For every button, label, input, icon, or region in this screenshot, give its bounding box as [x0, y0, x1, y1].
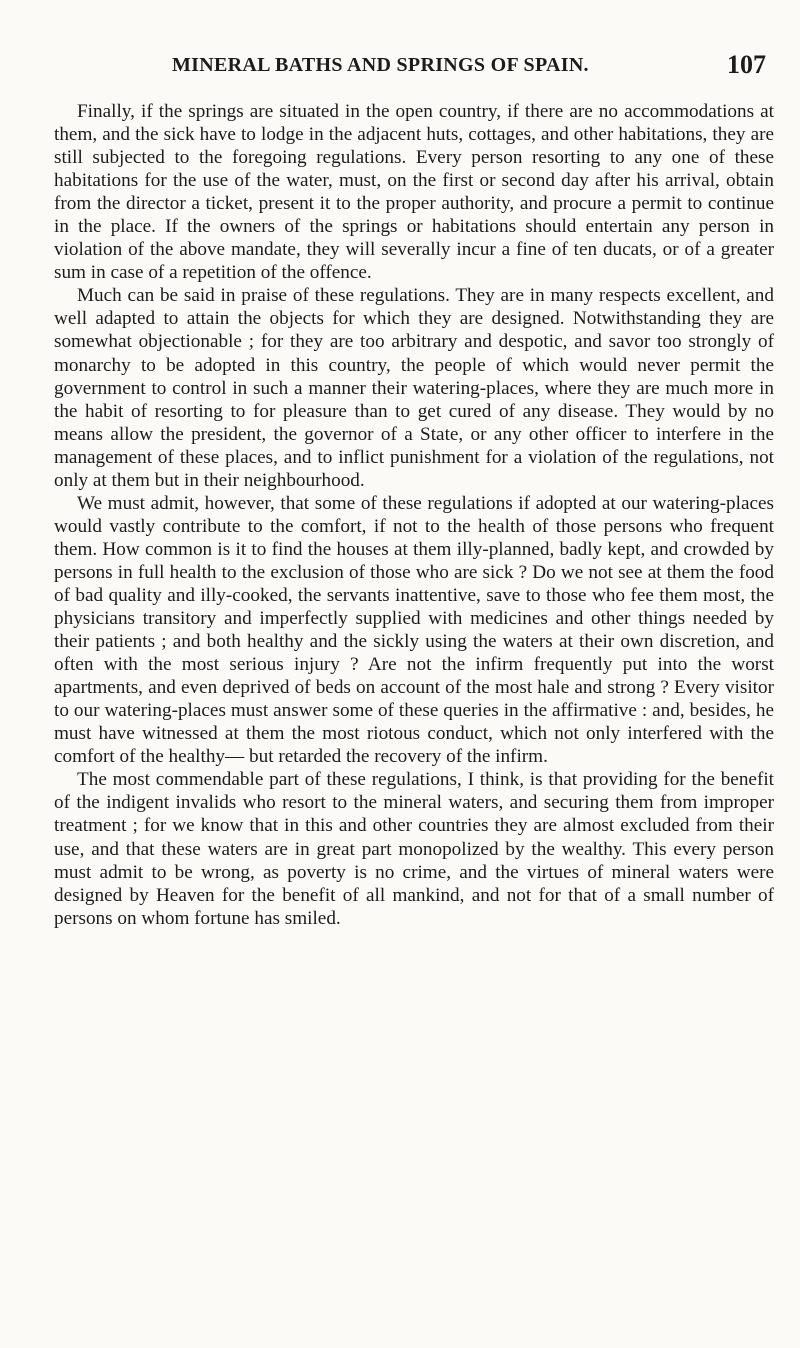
paragraph: The most commendable part of these regulations, I think, is that providing for the benefit of the indigent invalids who resort to the mineral waters, and securing them from improper treatment ; for we know that in this and other countries they are almost excluded from their use, and that these waters are in great part monopolized by the wealthy. This every person must admit to be wrong, as poverty is no crime, and the virtues of mineral waters were designed by Heaven for the benefit of all mankind, and not for that of a small number of persons on whom fortune has smiled. — [54, 769, 774, 929]
page-number: 107 — [727, 50, 766, 79]
paragraph: We must admit, however, that some of these regulations if adopted at our watering-places would vastly contribute to the comfort, if not to the health of those persons who frequent them. How common is it to find the houses at them illy-planned, badly kept, and crowded by persons in full health to the exclusion of those who are sick ? Do we not see at them the food of bad quality and illy-cooked, the servants inattentive, save to those who fee them most, the physicians transitory and imperfectly supplied with medicines and other things needed by their patients ; and both healthy and the sickly using the waters at their own discretion, and often with the most serious injury ? Are not the infirm frequently put into the worst apartments, and even deprived of beds on account of the most hale and strong ? Every visitor to our watering-places must answer some of these queries in the affirmative : and, besides, he must have witnessed at them the most riotous conduct, which not only interfered with the comfort of the healthy— but retarded the recovery of the infirm. — [54, 492, 774, 768]
running-head — [54, 50, 774, 90]
paragraph: Finally, if the springs are situated in the open country, if there are no accommodations at them, and the sick have to lodge in the adjacent huts, cottages, and other habitations, they are still subjected to the foregoing regulations. Every person resorting to any one of these habitations for the use of the water, must, on the first or second day after his arrival, obtain from the director a ticket, present it to the proper authority, and procure a permit to continue in the place. If the owners of the springs or habitations should entertain any person in violation of the above mandate, they will severally incur a fine of ten ducats, or of a greater sum in case of a repetition of the offence. — [54, 101, 774, 284]
body-text — [54, 100, 774, 930]
running-title: MINERAL BATHS AND SPRINGS OF SPAIN. — [172, 54, 589, 76]
book-page — [54, 50, 774, 930]
paragraph: Much can be said in praise of these regulations. They are in many respects excellent, and well adapted to attain the objects for which they are designed. Notwithstanding they are somewhat objectionable ; for they are too arbitrary and despotic, and savor too strongly of monarchy to be adopted in this country, the people of which would never permit the government to control in such a manner their watering-places, where they are much more in the habit of resorting to for pleasure than to get cured of any disease. They would by no means allow the president, the governor of a State, or any other officer to interfere in the management of these places, and to inflict punishment for a violation of the regulations, not only at them but in their neighbourhood. — [54, 285, 774, 491]
